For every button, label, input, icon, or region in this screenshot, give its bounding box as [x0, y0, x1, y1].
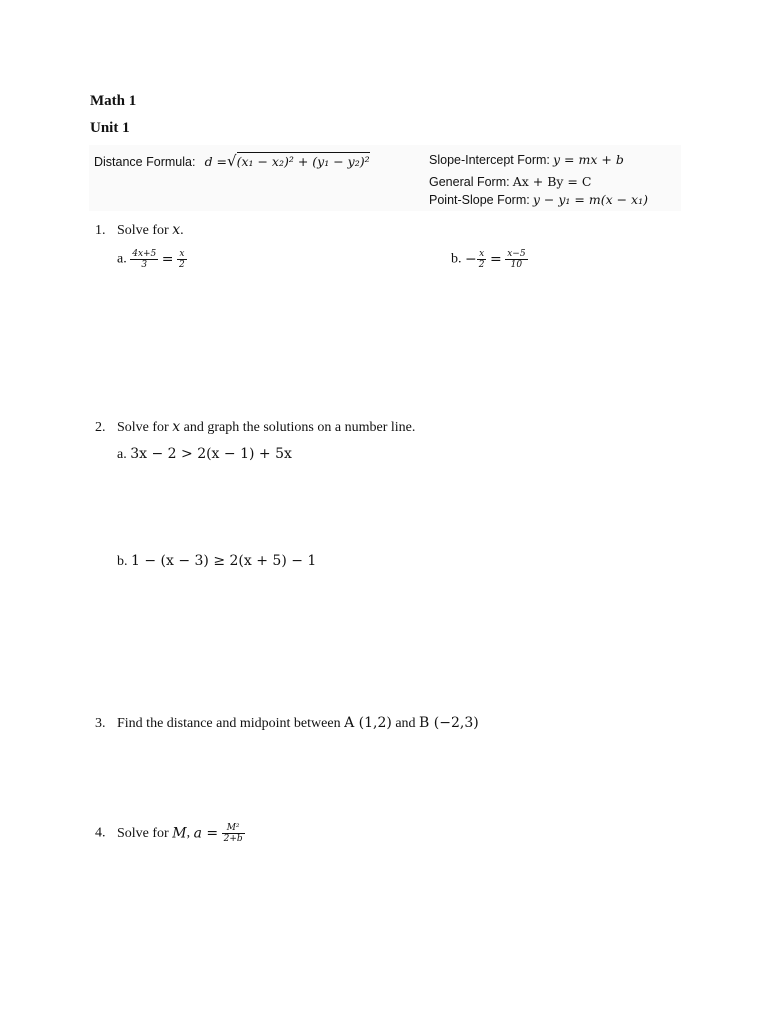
- general-formula: [429, 174, 591, 190]
- fraction-right: [177, 249, 187, 270]
- point-slope-label: Point-Slope Form:: [429, 193, 530, 207]
- denominator: 2: [478, 260, 485, 270]
- fraction-right: [505, 249, 527, 270]
- numerator: x: [477, 249, 487, 260]
- question-number: 4.: [95, 825, 106, 841]
- question-end: .: [180, 223, 184, 238]
- question-number: 3.: [95, 716, 106, 731]
- equals-sign: =: [489, 251, 502, 268]
- sqrt-icon: √: [227, 152, 237, 170]
- distance-label: Distance Formula:: [94, 155, 196, 169]
- denominator: 10: [510, 260, 523, 270]
- question-var: M: [172, 825, 187, 842]
- distance-lhs: d =: [204, 154, 228, 169]
- numerator: M²: [222, 823, 245, 834]
- question-1a: [117, 249, 187, 270]
- general-label: General Form:: [429, 175, 510, 189]
- question-2b: [117, 553, 316, 570]
- question-4: [95, 823, 245, 844]
- part-label: b.: [117, 554, 128, 569]
- minus-sign: −: [465, 251, 477, 268]
- point-slope-eq: y − y₁ = m(x − x₁): [532, 192, 648, 207]
- question-1b: [451, 249, 528, 270]
- fraction: [222, 823, 245, 844]
- equation-lhs: a =: [193, 825, 219, 842]
- question-joiner: and: [391, 716, 420, 731]
- slope-intercept-label: Slope-Intercept Form:: [429, 153, 550, 167]
- numerator: x−5: [507, 249, 526, 259]
- inequality: 1 − (x − 3) ≥ 2(x + 5) − 1: [131, 553, 317, 569]
- question-prompt: Solve for: [117, 825, 173, 841]
- course-title: Math 1: [90, 93, 137, 109]
- fraction-left: [130, 249, 158, 270]
- question-prompt: Find the distance and midpoint between: [117, 716, 345, 731]
- question-prompt-post: and graph the solutions on a number line.: [180, 420, 416, 435]
- part-label: b.: [451, 251, 462, 267]
- question-var: x: [172, 222, 181, 238]
- numerator: x: [177, 249, 187, 260]
- inequality: 3x − 2 > 2(x − 1) + 5x: [130, 446, 292, 462]
- point-b: B (−2,3): [419, 715, 479, 731]
- denominator: 2+b: [223, 834, 243, 844]
- point-a: A (1,2): [344, 715, 392, 731]
- point-slope-formula: [429, 192, 648, 208]
- question-var: x: [172, 419, 181, 435]
- numerator: 4x+5: [132, 249, 157, 259]
- slope-intercept-eq: y = mx + b: [553, 152, 624, 167]
- equals-sign: =: [161, 251, 174, 268]
- fraction-left: [477, 249, 487, 270]
- question-number: 1.: [95, 223, 106, 238]
- distance-rhs: (x₁ − x₂)² + (y₁ − y₂)²: [236, 154, 370, 169]
- question-3: [95, 715, 479, 732]
- part-label: a.: [117, 251, 127, 267]
- question-2a: [117, 446, 292, 463]
- general-eq: Ax + By = C: [512, 174, 592, 189]
- question-prompt: Solve for: [117, 223, 173, 238]
- question-prompt-pre: Solve for: [117, 420, 173, 435]
- distance-formula: [94, 152, 370, 170]
- question-1: [95, 222, 184, 239]
- unit-title: Unit 1: [90, 120, 130, 136]
- denominator: 2: [179, 260, 185, 270]
- question-number: 2.: [95, 420, 106, 435]
- question-sep: ,: [186, 825, 194, 841]
- slope-intercept-formula: [429, 152, 624, 168]
- question-2: [95, 419, 415, 436]
- denominator: 3: [141, 260, 148, 270]
- part-label: a.: [117, 447, 127, 462]
